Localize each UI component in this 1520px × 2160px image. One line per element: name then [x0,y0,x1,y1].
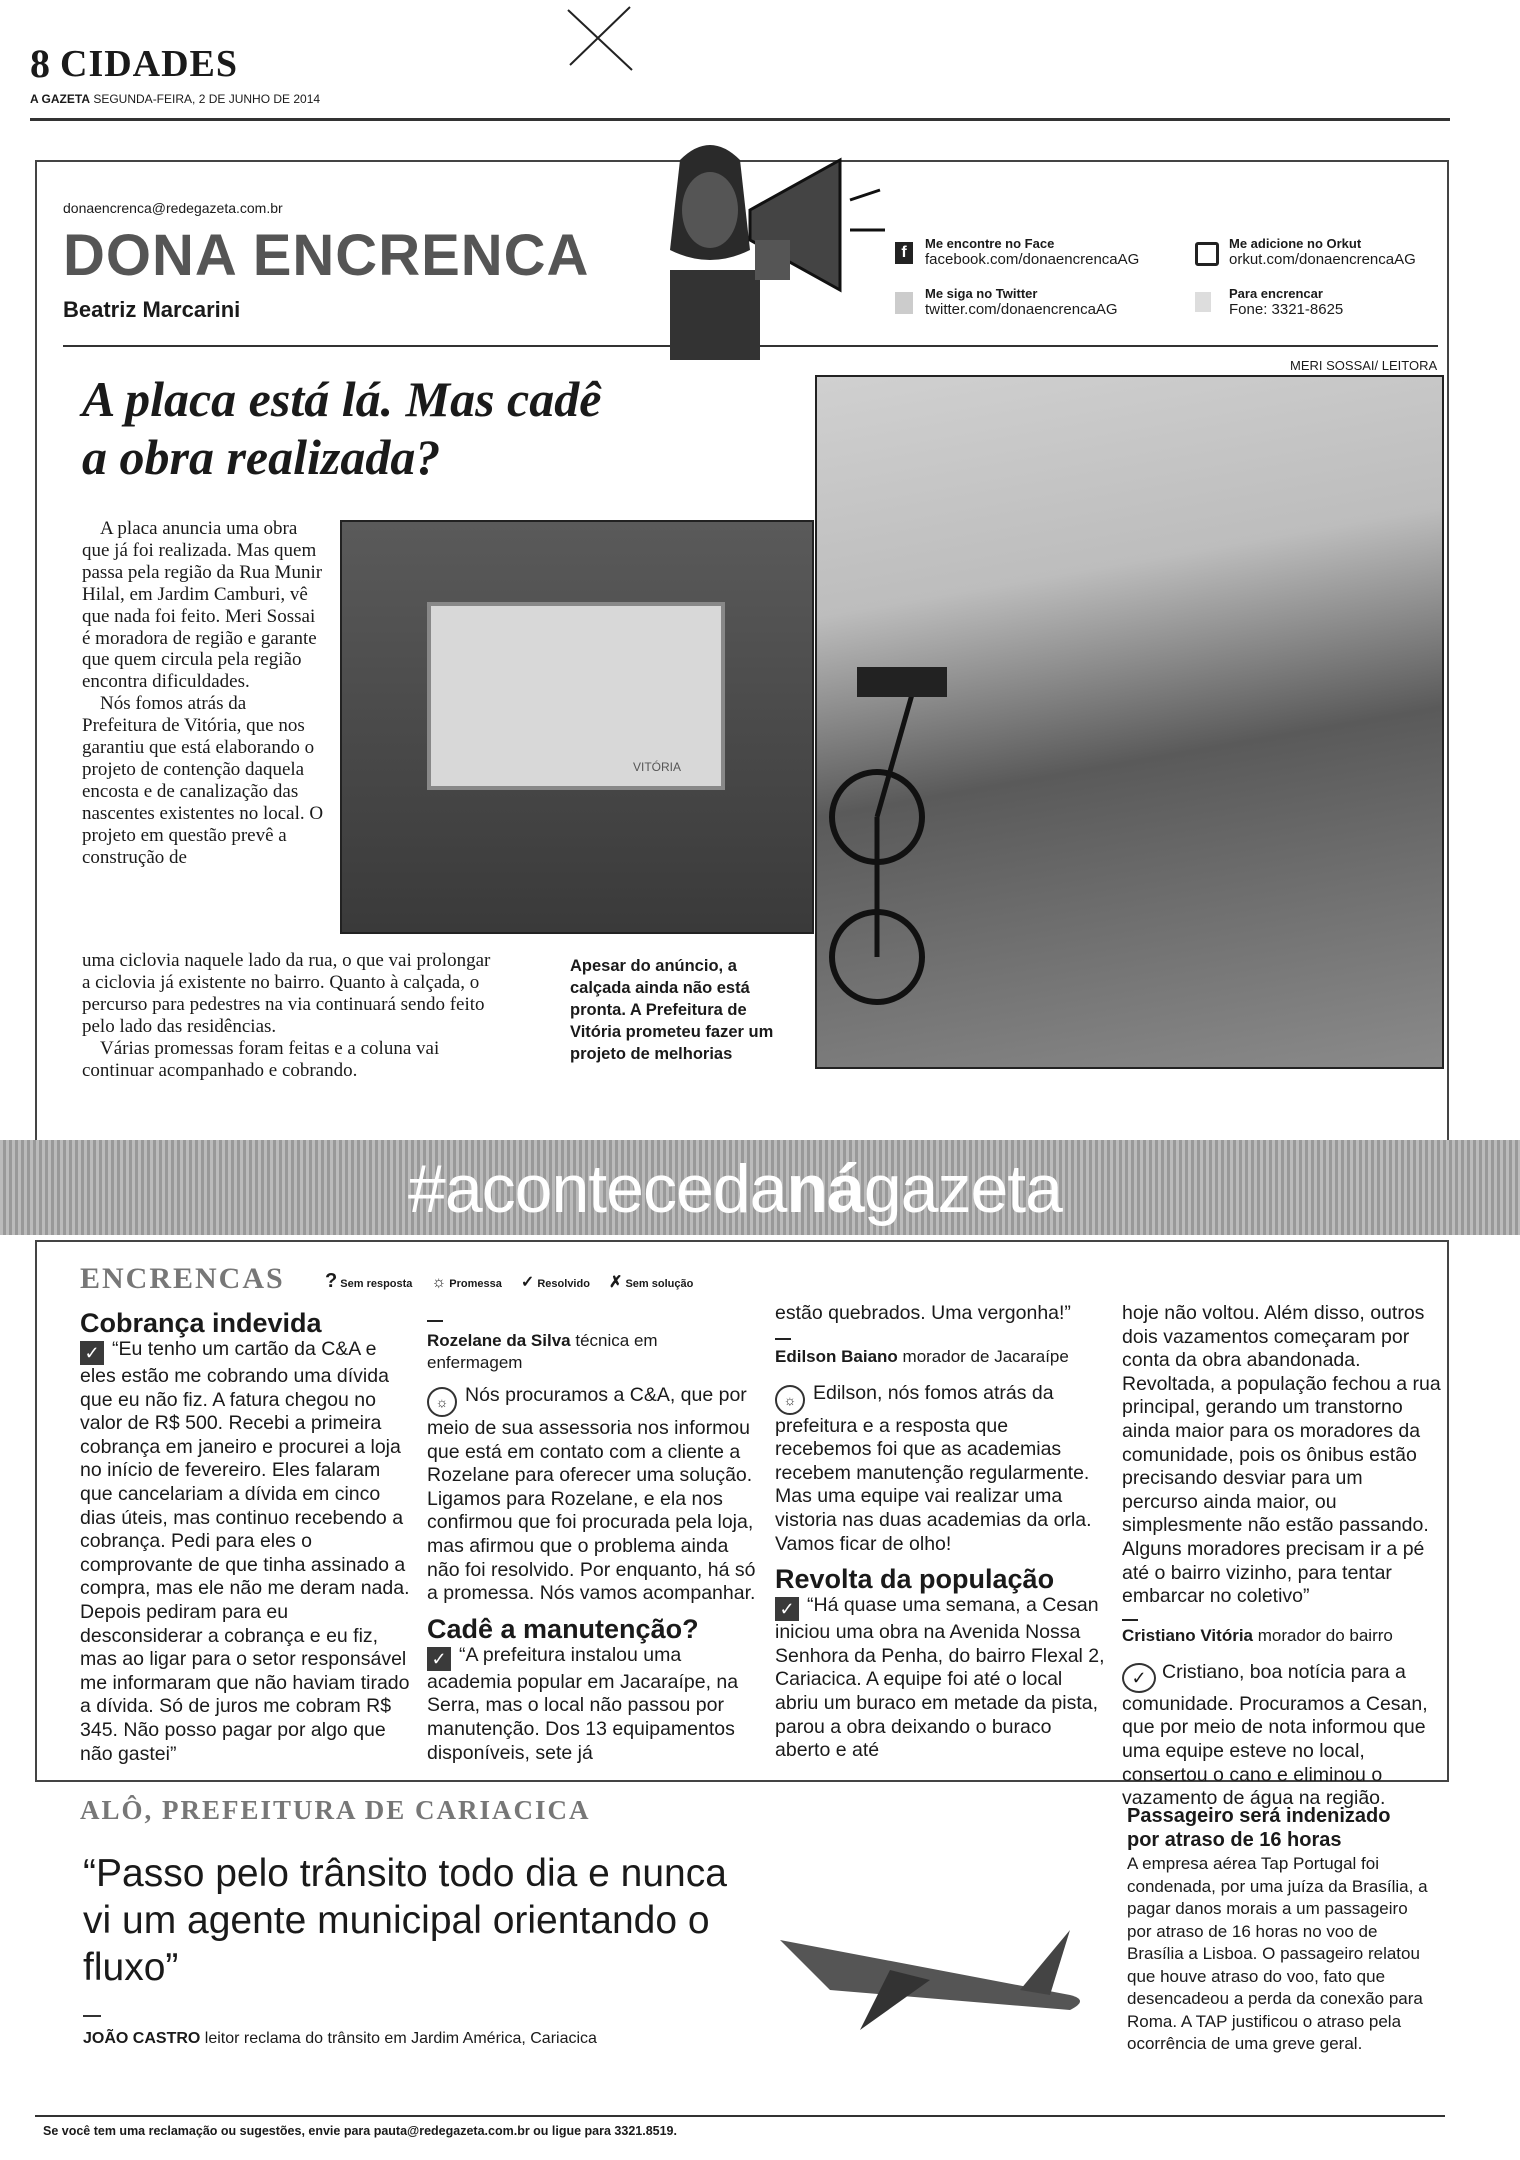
signature-role: morador do bairro [1257,1625,1393,1645]
resolved-check-icon: ✓ [1122,1663,1156,1693]
sign-text: VITÓRIA [632,760,681,774]
hashtag-text [408,1150,1062,1228]
phone-icon [1195,292,1211,312]
hashtag-part-1: #aconteceda [408,1151,787,1227]
airplane-illustration [770,1900,1100,2040]
column-divider [63,345,1438,347]
complaint-title: Revolta da população [775,1564,1055,1595]
main-headline [82,370,842,486]
main-story-body-wide [82,950,502,1081]
promise-bulb-icon: ☼ [427,1387,457,1417]
headline-line-1: A placa está lá. Mas cadê [82,371,602,427]
footer-text: Se você tem uma reclamação ou sugestões, envie para pauta@redegazeta.com.br ou ligue para 3321.8519. [43,2124,677,2138]
body-paragraph: A placa anuncia uma obra que já foi realizada. Mas quem passa pela região da Rua Munir Hilal, em Jardim Camburi, vê que nada foi feito. Meri Sossai é moradora de região e garante que quem circula pela região encontra dificuldades. [82,518,323,693]
resolved-check-icon: ✓ [427,1647,451,1671]
signature [427,1330,757,1374]
signature-name: Rozelane da Silva [427,1331,571,1350]
complaint-text-cont: estão quebrados. Uma vergonha!” [775,1302,1071,1324]
body-paragraph: Várias promessas foram feitas e a coluna vai continuar acompanhado e cobrando. [82,1037,440,1081]
contact-value: Fone: 3321-8625 [1229,301,1344,318]
dateline-brand: A GAZETA [30,92,90,106]
alo-kicker: ALÔ, PREFEITURA DE CARIACICA [80,1795,591,1825]
section-title: CIDADES [60,43,239,85]
signature [775,1346,1105,1368]
signature-role: técnica em enfermagem [427,1331,658,1372]
resolved-check-icon: ✓ [80,1341,104,1365]
cross-icon: ✗ [609,1274,623,1291]
contact-facebook[interactable] [895,236,1185,268]
signature-role: leitor reclama do trânsito em Jardim América, Cariacica [204,2030,597,2047]
alo-sig-dash [83,2015,101,2017]
twitter-icon [895,292,913,314]
complaint-text: ✓ “Há quase uma semana, a Cesan iniciou uma obra na Avenida Nossa Senhora da Penha, do bairro Flexal 2, Cariacica. A equipe foi até o local abriu um buraco em metade da pista, parou a obra deixando o buraco aberto e até [775,1594,1105,1762]
contact-twitter[interactable] [895,286,1185,318]
photo-credit: MERI SOSSAI/ LEITORA [1290,358,1438,373]
status-legend [325,1270,693,1293]
reply-text: ☼ Edilson, nós fomos atrás da prefeitura e a resposta que recebemos foi que as academias recebem manutenção regularmente. Mas uma equipe vai realizar uma vistoria nas duas academias da orla. Vamos ficar de olho! [775,1381,1092,1555]
body-paragraph: Nós fomos atrás da Prefeitura de Vitória, que nos garantiu que está elaborando o projeto de contenção daquela encosta e de canalização das nascentes existentes no local. O projeto em questão prevê a construção de [82,693,324,868]
sig-dash [1122,1619,1138,1621]
contact-label: Me adicione no Orkut [1229,236,1362,251]
signature-name: Cristiano Vitória [1122,1625,1253,1645]
sig-dash [775,1338,791,1340]
x-mark-icon [560,5,640,75]
hashtag-banner [0,1140,1520,1235]
body-paragraph: uma ciclovia naquele lado da rua, o que vai prolongar a ciclovia já existente no bairro. Quanto à calçada, o percurso para pedestres na via continuará sendo feito pelo lado das residências. [82,950,491,1037]
hashtag-part-3: gazeta [863,1151,1062,1227]
contact-value: twitter.com/donaencrencaAG [925,301,1118,318]
signature-name: Edilson Baiano [775,1346,898,1366]
legend-label: Promessa [449,1278,502,1290]
complaint-text: ✓ “Eu tenho um cartão da C&A e eles estão me cobrando uma dívida que eu não fiz. A fatura chegou no valor de R$ 500. Recebi a primeira cobrança em janeiro e procurei a loja no início de fevereiro. Eles falaram que cancelariam a dívida em cinco dias úteis, mas continuo recebendo a cobrança. Pedi para eles o comprovante de que tinha assinado a compra, mas ele não me deram nada. Depois pediram para eu desconsiderar a cobrança e eu fiz, mas ao ligar para o setor responsável me informaram que não haviam tirado a dívida. Só de juros me cobram R$ 345. Não posso pagar por algo que não gastei” [80,1338,410,1765]
legend-label: Sem resposta [340,1278,413,1290]
page-number: 8 [30,41,50,86]
hashtag-part-2: ná [786,1151,864,1227]
question-icon: ? [325,1270,338,1292]
contact-label: Me encontre no Face [925,236,1055,251]
complaint-title: Cadê a manutenção? [427,1613,699,1644]
contact-phone[interactable] [1195,286,1445,318]
headline-line-2: a obra realizada? [82,429,441,485]
facebook-icon: f [895,242,913,264]
alo-signature [83,2030,597,2048]
complaint-text-cont: hoje não voltou. Além disso, outros dois vazamentos começaram por conta da obra abandonada. Revoltada, a população fechou a rua principal, gerando um transtorno ainda maior para os moradores da comunidade, pois os ônibus estão precisando desviar para um percurso ainda maior, ou simplesmente não estão passando. Alguns moradores precisam ir a pé até o bairro vizinho, para tentar embarcar no coletivo” [1122,1302,1441,1608]
legend-label: Sem solução [625,1278,694,1290]
check-icon: ✓ [520,1274,535,1291]
sign-photo [340,520,814,934]
brief-text: A empresa aérea Tap Portugal foi condenada, por uma juíza da Brasília, a pagar danos morais a um passageiro por atraso de 16 horas no voo de Brasília a Lisboa. O passageiro relatou que houve atraso do voo, fato que desencadeou a perda da conexão para Roma. A TAP justificou o atraso pela ocorrência de uma greve geral. [1127,1854,1428,2053]
column-author: Beatriz Marcarini [63,297,241,322]
complaint-column-4 [1122,1302,1442,1811]
main-story-body [82,518,324,869]
orkut-icon [1195,242,1219,266]
mascot-megaphone-illustration [640,130,900,360]
encrencas-label: ENCRENCAS [80,1262,285,1295]
signature-name: JOÃO CASTRO [83,2030,201,2047]
reply-text: ☼ Nós procuramos a C&A, que por meio de sua assessoria nos informou que está em contato com a cliente a Rozelane para oferecer uma solução. Ligamos para Rozelane, e ela nos confirmou que foi procurada pela loja, mas afirmou que o problema ainda não foi resolvido. Por enquanto, há só a promessa. Nós vamos acompanhar. [427,1384,756,1605]
sign-board [427,602,725,790]
complaint-column-1 [80,1308,412,1766]
page-header [30,40,1430,120]
contact-orkut[interactable] [1195,236,1445,268]
complaint-text: ✓ “A prefeitura instalou uma academia popular em Jacaraípe, na Serra, mas o local não passou por manutenção. Dos 13 equipamentos disponíveis, sete já [427,1643,739,1764]
bicycle-illustration [817,377,1438,1063]
dateline-date: SEGUNDA-FEIRA, 2 DE JUNHO DE 2014 [93,92,321,106]
complaint-column-3 [775,1302,1105,1763]
complaint-title: Cobrança indevida [80,1308,322,1338]
signature-role: morador de Jacaraípe [902,1346,1069,1366]
signature [1122,1625,1442,1647]
contact-label: Para encrencar [1229,286,1323,301]
legend-label: Resolvido [537,1278,590,1290]
column-title: DONA ENCRENCA [63,223,590,288]
reply-text: ✓ Cristiano, boa notícia para a comunidade. Procuramos a Cesan, que por meio de nota informou que uma equipe esteve no local, consertou o cano e eliminou o vazamento de água na região. [1122,1660,1428,1810]
contact-value: orkut.com/donaencrencaAG [1229,251,1416,268]
alo-quote: “Passo pelo trânsito todo dia e nunca vi um agente municipal orientando o fluxo” [83,1852,727,1989]
road-photo [815,375,1444,1069]
column-email: donaencrenca@redegazeta.com.br [63,200,283,216]
brief-title: Passageiro será indenizado por atraso de 16 horas [1127,1805,1391,1851]
contact-value: facebook.com/donaencrencaAG [925,251,1140,268]
dateline [30,92,320,106]
footer-rule [35,2115,1445,2117]
airplane-photo [770,1900,1100,2040]
resolved-check-icon: ✓ [775,1597,799,1621]
promise-bulb-icon: ☼ [775,1385,805,1415]
sig-dash [427,1320,443,1322]
complaint-column-2 [427,1320,757,1765]
photo-caption: Apesar do anúncio, a calçada ainda não está pronta. A Prefeitura de Vitória prometeu fazer um projeto de melhorias [570,957,774,1063]
bulb-icon: ☼ [431,1274,447,1291]
header-rule [30,118,1450,121]
contact-label: Me siga no Twitter [925,286,1038,301]
